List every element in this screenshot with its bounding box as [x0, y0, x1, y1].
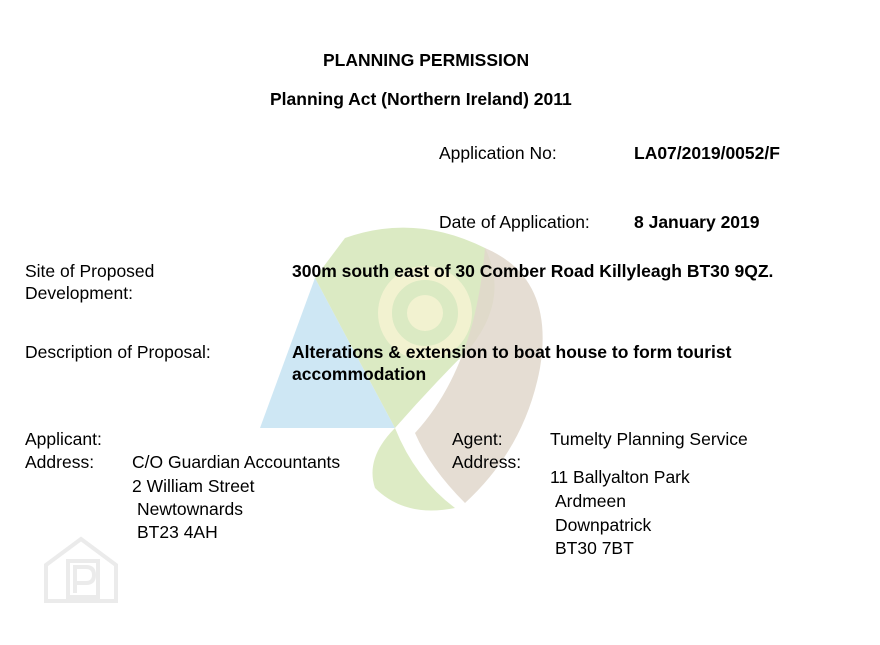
applicant-address-line: C/O Guardian Accountants [132, 452, 341, 472]
site-value: 300m south east of 30 Comber Road Killyleagh BT30 9QZ. [292, 261, 774, 281]
applicant-address-label: Address: [25, 452, 95, 472]
applicant-label: Applicant: [25, 429, 102, 449]
applicant-address-line: 2 William Street [132, 476, 255, 496]
agent-address-line: Ardmeen [555, 491, 627, 511]
agent-address-line: BT30 7BT [555, 538, 634, 558]
proposal-value-line1: Alterations & extension to boat house to form tourist [292, 342, 732, 362]
application-number-value: LA07/2019/0052/F [634, 143, 780, 163]
document-subtitle: Planning Act (Northern Ireland) 2011 [270, 89, 572, 109]
application-date-value: 8 January 2019 [634, 212, 760, 232]
agent-name: Tumelty Planning Service [550, 429, 748, 449]
site-label-line1: Site of Proposed [25, 261, 155, 281]
applicant-address-line: BT23 4AH [137, 522, 218, 542]
application-date-label: Date of Application: [439, 212, 590, 232]
agent-address-label: Address: [452, 452, 522, 472]
p-logo-icon [42, 535, 120, 605]
applicant-address-line: Newtownards [137, 499, 244, 519]
application-number-label: Application No: [439, 143, 557, 163]
agent-label: Agent: [452, 429, 503, 449]
agent-address-line: 11 Ballyalton Park [550, 467, 690, 487]
site-label-line2: Development: [25, 283, 133, 303]
proposal-label: Description of Proposal: [25, 342, 211, 362]
proposal-value-line2: accommodation [292, 364, 427, 384]
agent-address-line: Downpatrick [555, 515, 652, 535]
document-title: PLANNING PERMISSION [323, 50, 530, 70]
